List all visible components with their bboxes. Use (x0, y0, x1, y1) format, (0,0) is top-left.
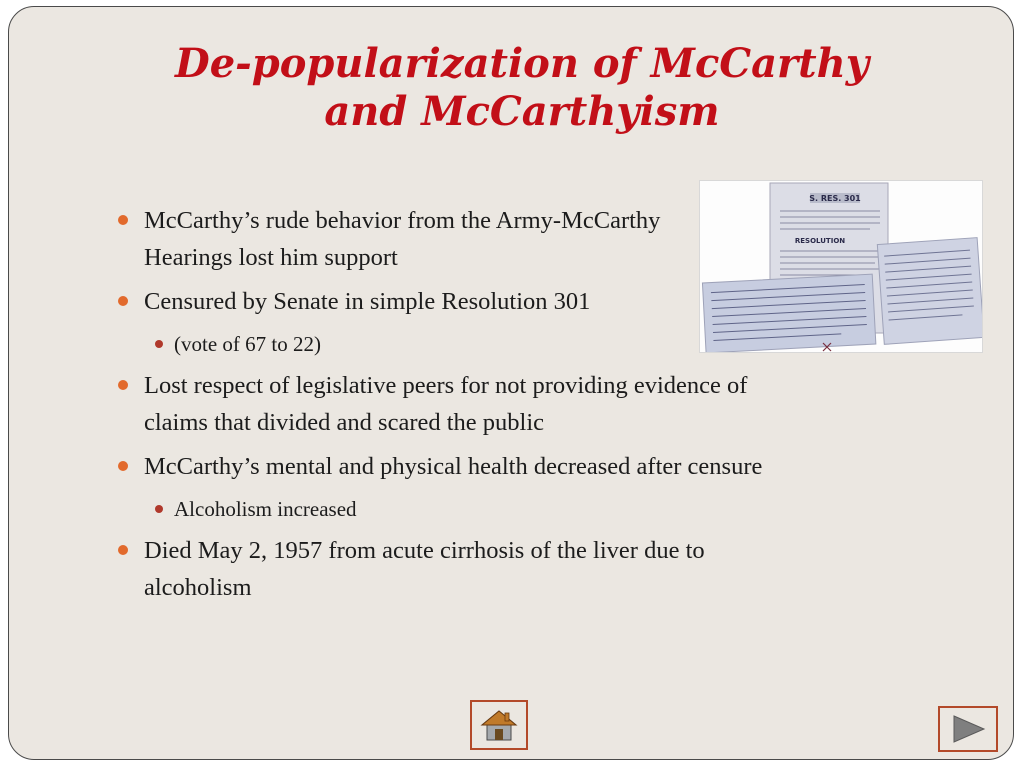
bullet-item (118, 367, 784, 441)
bullet-text: Died May 2, 1957 from acute cirrhosis of the liver due to alcoholism (144, 537, 705, 601)
bullet-dot-icon (118, 545, 128, 555)
document-photo-icon (700, 181, 982, 352)
resolution-heading: RESOLUTION (794, 237, 846, 245)
bullet-item (118, 532, 794, 606)
home-icon (479, 707, 519, 743)
sub-bullet-item (118, 327, 768, 361)
title-line-1: De-popularization of McCarthy (175, 40, 869, 87)
sub-bullet-text: (vote of 67 to 22) (174, 332, 321, 356)
bullet-text: Lost respect of legislative peers for not providing evidence of claims that divided and scared the public (144, 372, 748, 436)
sub-bullet-dot-icon (155, 505, 163, 513)
home-button[interactable] (470, 700, 528, 750)
bullet-text: Censured by Senate in simple Resolution 301 (144, 288, 591, 315)
bullet-text: McCarthy’s mental and physical health decreased after censure (144, 453, 763, 480)
bullet-dot-icon (118, 296, 128, 306)
bullet-dot-icon (118, 461, 128, 471)
bullet-dot-icon (118, 215, 128, 225)
resolution-label: S. RES. 301 (809, 194, 861, 203)
bullet-item (118, 448, 784, 485)
bullet-list (118, 202, 768, 613)
bullet-item (118, 283, 724, 320)
next-slide-button[interactable] (938, 706, 998, 752)
bullet-item (118, 202, 704, 276)
sub-bullet-text: Alcoholism increased (174, 497, 357, 521)
bullet-text: McCarthy’s rude behavior from the Army-McCarthy Hearings lost him support (144, 207, 661, 271)
title-line-2: and McCarthyism (324, 88, 720, 135)
bullet-dot-icon (118, 380, 128, 390)
sub-bullet-item (118, 492, 768, 526)
resolution-document-image (699, 180, 983, 353)
play-right-icon (948, 713, 988, 745)
sub-bullet-dot-icon (155, 340, 163, 348)
slide-title (0, 40, 1024, 136)
